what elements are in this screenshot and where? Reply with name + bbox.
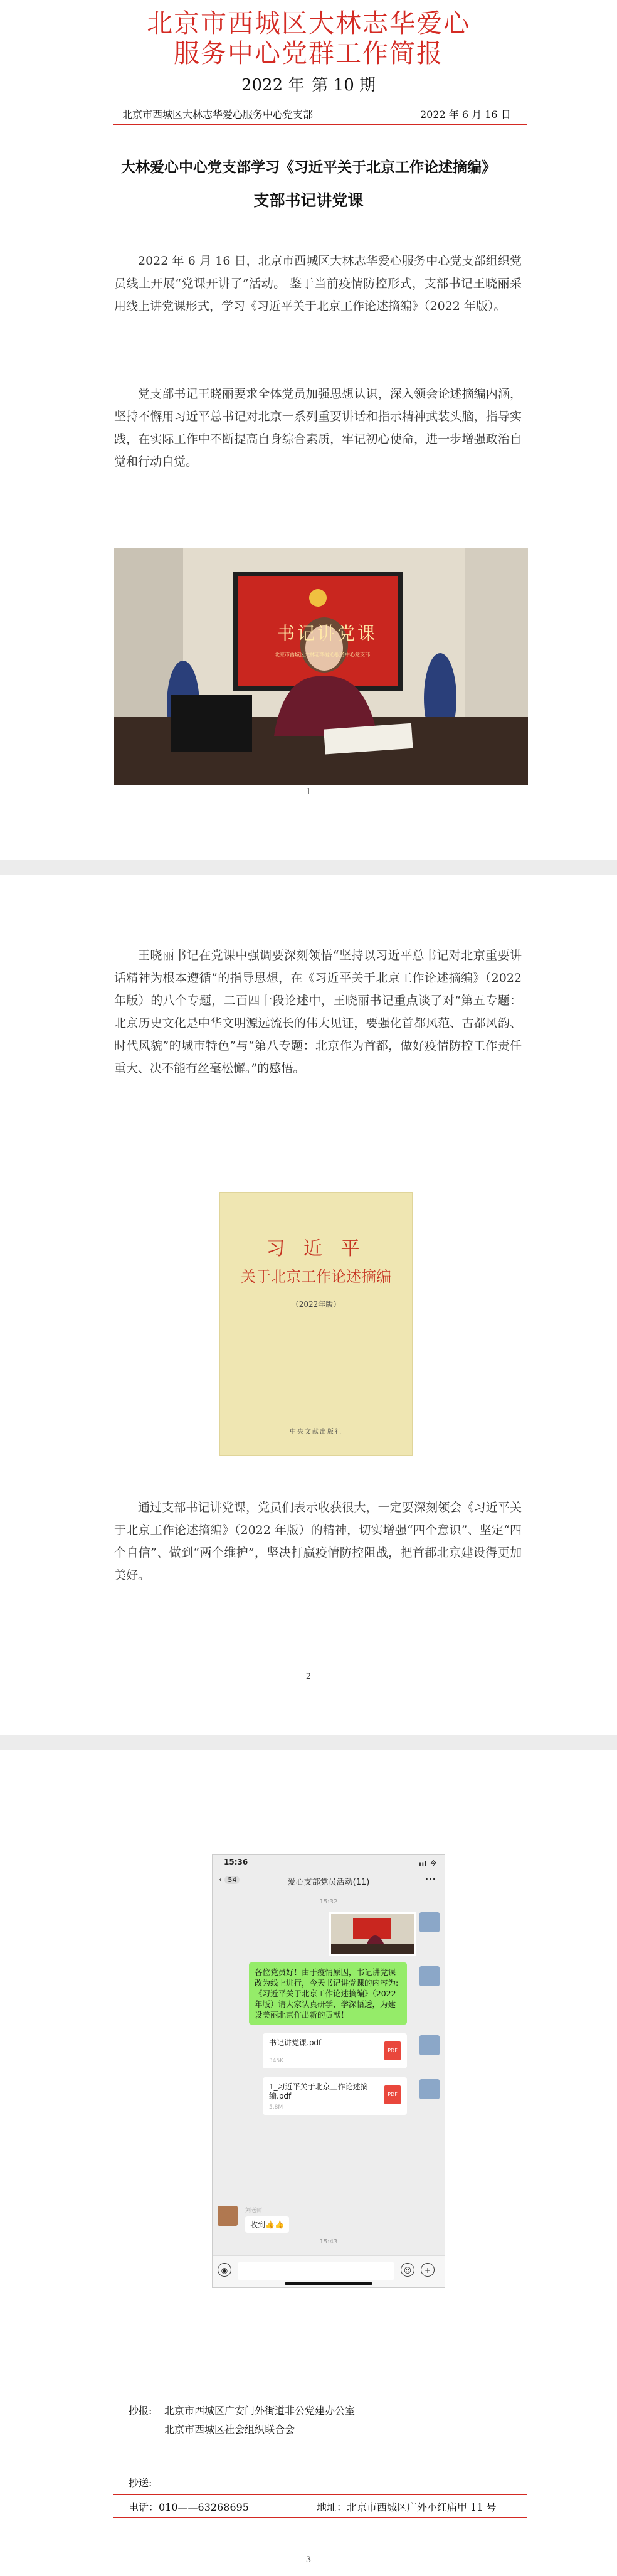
sender-name: 刘老师 — [245, 2208, 263, 2214]
avatar[interactable] — [218, 2206, 238, 2226]
avatar[interactable] — [419, 2035, 440, 2055]
cc-label: 抄报: — [129, 2405, 152, 2417]
red-divider — [113, 124, 527, 125]
chat-title: 爱心支部党员活动(11) — [287, 1878, 370, 1887]
article-subheadline: 支部书记讲党课 — [253, 191, 364, 210]
pdf-icon: PDF — [384, 2085, 401, 2104]
bulletin-title-line2: 服务中心党群工作简报 — [174, 38, 443, 68]
file-message[interactable] — [263, 2033, 407, 2068]
page-number: 2 — [305, 1672, 312, 1681]
signal-icon: ııl 令 — [419, 1861, 437, 1868]
image-thumbnail-icon — [331, 1914, 414, 1954]
cc-recipient: 北京市西城区社会组织联合会 — [164, 2424, 295, 2435]
paragraph: 王晓丽书记在党课中强调要深刻领悟“坚持以习近平总书记对北京重要讲话精神为根本遵循”的指导思想，在《习近平关于北京工作论述摘编》（2022 年版）的八个专题，二百四十段论述中，王晓丽书记重点谈了对“第五专题：北京历史文化是中华文明源远流长的伟大见证，要强化首都风范、古都风韵、时代风貌”的城市特色”与“第八专题：北京作为首都，做好疫情防控工作责任重大、决不能有丝毫松懈。”的感悟。 — [114, 949, 522, 1075]
red-divider — [113, 2494, 527, 2495]
paragraph: 党支部书记王晓丽要求全体党员加强思想认识，深入领会论述摘编内涵，坚持不懈用习近平总书记对北京一系列重要讲话和指示精神武装头脑，指导实践，在实际工作中不断提高自身综合素质，牢记初心使命，进一步增强政治自觉和行动自觉。 — [114, 387, 522, 469]
emoji-icon[interactable]: ☺ — [401, 2263, 414, 2277]
file-size: 5.8M — [269, 2104, 283, 2110]
page-number: 1 — [305, 787, 312, 797]
back-button[interactable]: ‹ 54 — [219, 1875, 240, 1885]
reply-bubble[interactable]: 收到👍👍 — [245, 2216, 289, 2233]
chat-input-bar — [213, 2255, 445, 2287]
lecture-photo — [114, 548, 528, 785]
banner-subtitle: 北京市西城区大林志华爱心服务中心党支部 — [275, 652, 370, 657]
book-publisher: 中央文献出版社 — [290, 1429, 342, 1435]
file-size: 345K — [269, 2058, 284, 2064]
contact-phone: 电话：010——63268695 — [129, 2501, 249, 2513]
message-bubble[interactable]: 各位党员好！由于疫情原因，书记讲党课改为线上进行，今天书记讲党课的内容为:《习近平关于北京工作论述摘编》（2022年版）请大家认真研学，学深悟透，为建设美丽北京作出新的贡献！ — [249, 1962, 407, 2025]
book-title: 关于北京工作论述摘编 — [241, 1268, 391, 1285]
avatar[interactable] — [419, 1912, 440, 1932]
status-bar — [213, 1855, 445, 1870]
page-3 — [0, 1750, 617, 2576]
book-edition: （2022年版） — [291, 1300, 341, 1309]
red-divider — [113, 2517, 527, 2518]
plus-icon[interactable]: + — [421, 2263, 435, 2277]
paragraph: 通过支部书记讲党课，党员们表示收获很大，一定要深刻领会《习近平关于北京工作论述摘编》（2022 年版）的精神，切实增强“四个意识”、坚定“四个自信”、做到“两个维护”，坚决打赢疫情防控阻战，把首都北京建设得更加美好。 — [114, 1501, 522, 1582]
book-author: 习 近 平 — [266, 1238, 366, 1260]
home-indicator — [285, 2282, 372, 2285]
file-message[interactable] — [263, 2077, 407, 2115]
page-number: 3 — [305, 2555, 312, 2565]
wechat-screenshot — [212, 1854, 445, 2288]
image-message[interactable] — [329, 1912, 416, 1956]
book-cover — [219, 1192, 413, 1456]
cc-recipient: 北京市西城区广安门外街道非公党建办公室 — [164, 2405, 356, 2417]
status-time: 15:36 — [224, 1858, 248, 1866]
lecture-photo-illustration — [114, 548, 528, 785]
send-label: 抄送: — [129, 2477, 152, 2489]
avatar[interactable] — [419, 1966, 440, 1986]
page-1 — [0, 0, 617, 860]
avatar[interactable] — [419, 2079, 440, 2099]
more-icon[interactable]: ··· — [425, 1873, 436, 1886]
pdf-icon: PDF — [384, 2041, 401, 2060]
article-headline: 大林爱心中心党支部学习《习近平关于北京工作论述摘编》 — [121, 159, 496, 176]
chat-timestamp: 15:32 — [319, 1898, 338, 1905]
chat-header — [213, 1870, 445, 1892]
paragraph: 2022 年 6 月 16 日，北京市西城区大林志华爱心服务中心党支部组织党员线上开展“党课开讲了”活动。 鉴于当前疫情防控形式，支部书记王晓丽采用线上讲党课形式，学习《习近平关于北京工作论述摘编》（2022 年版）。 — [114, 254, 522, 313]
banner-title: 书记讲党课 — [277, 623, 378, 644]
bulletin-title-line1: 北京市西城区大林志华爱心 — [147, 8, 470, 38]
issue-number: 2022 年 第 10 期 — [241, 76, 376, 95]
page-2 — [0, 875, 617, 1735]
contact-address: 地址：北京市西城区广外小红庙甲 11 号 — [317, 2501, 497, 2513]
issuing-org: 北京市西城区大林志华爱心服务中心党支部 — [122, 109, 314, 120]
file-name: 书记讲党课.pdf — [269, 2038, 322, 2047]
chat-timestamp: 15:43 — [319, 2238, 338, 2245]
file-name: 1_习近平关于北京工作论述摘编.pdf — [269, 2082, 368, 2100]
message-input[interactable] — [238, 2262, 394, 2280]
unread-count-badge: 54 — [224, 1876, 240, 1884]
voice-icon[interactable]: ◉ — [218, 2263, 231, 2277]
issue-date: 2022 年 6 月 16 日 — [420, 109, 511, 120]
